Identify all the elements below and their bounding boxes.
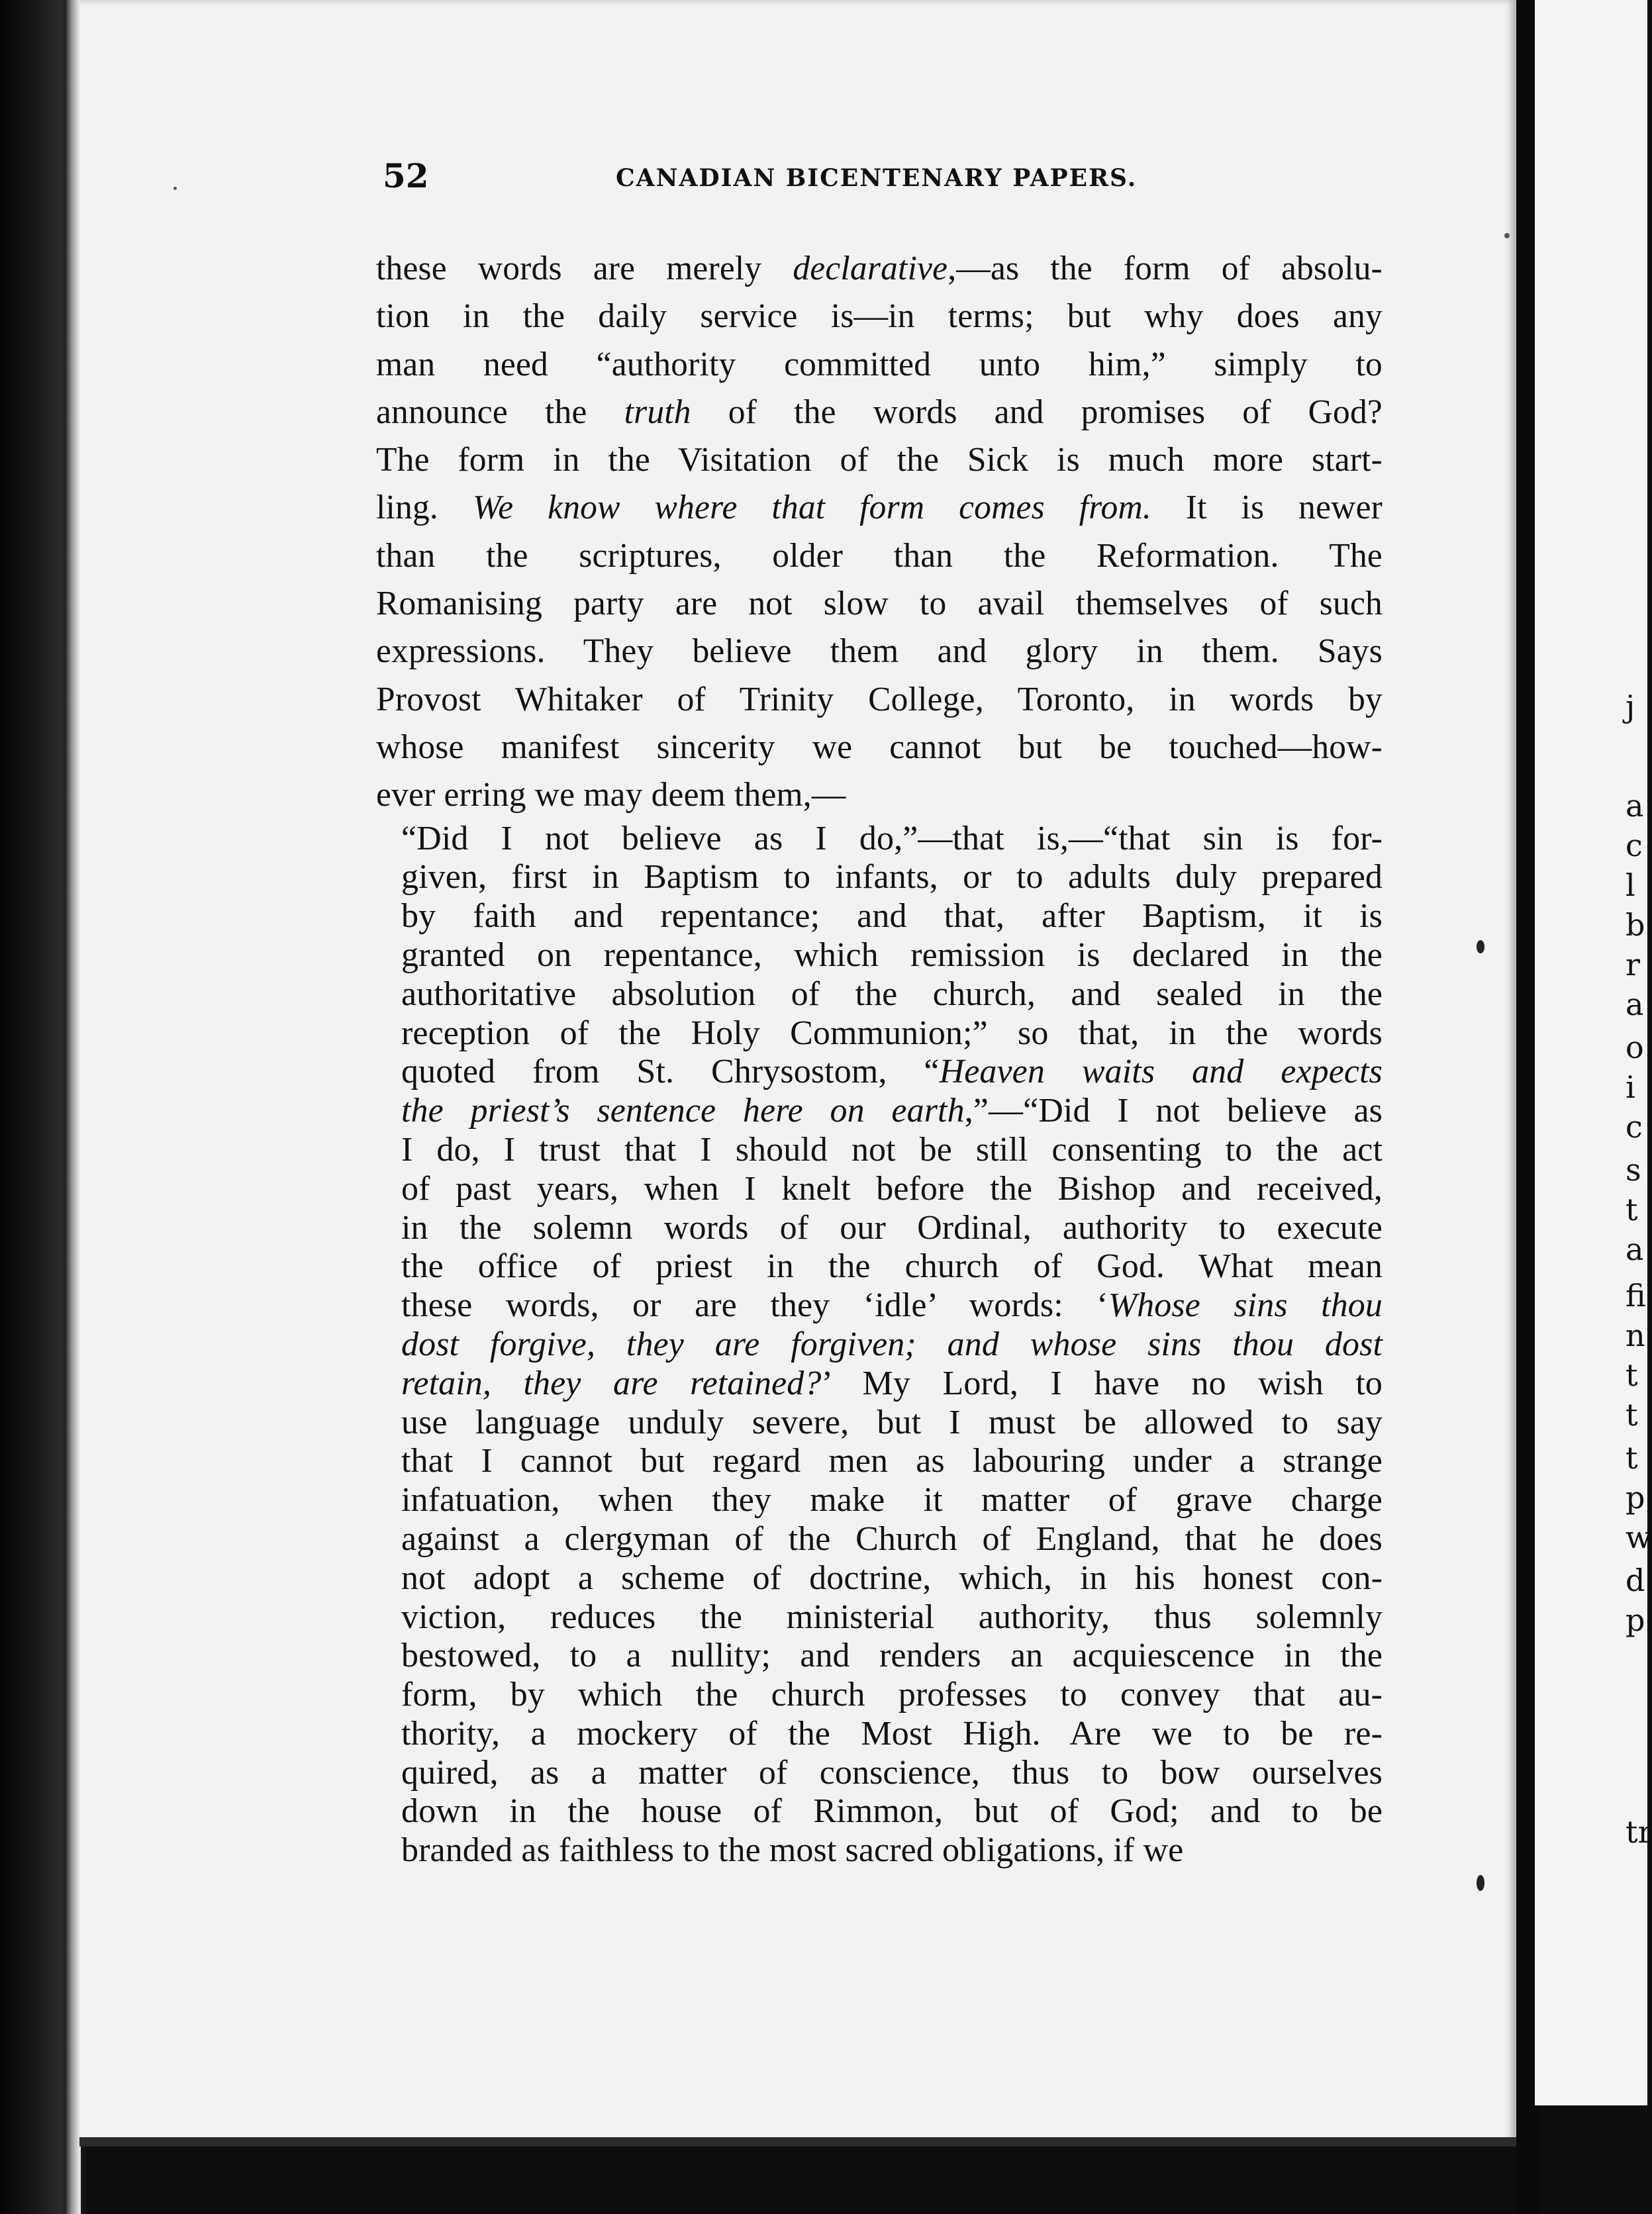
running-title: CANADIAN BICENTENARY PAPERS.	[616, 164, 1138, 192]
scan-speck	[1477, 940, 1484, 953]
text-line: announce the truth of the words and promises of God?	[376, 393, 1383, 431]
cropped-letter: n	[1626, 1318, 1645, 1353]
italic-text: the priest’s sentence here on earth	[401, 1092, 965, 1130]
text-line: down in the house of Rimmon, but of God; and to be	[401, 1792, 1383, 1831]
cropped-letter: t	[1626, 1192, 1638, 1227]
text-line: of past years, when I knelt before the Bishop and received,	[401, 1169, 1383, 1208]
italic-text: truth	[624, 393, 691, 431]
cropped-letter: o	[1626, 1030, 1644, 1065]
text-line: viction, reduces the ministerial authority, thus solemnly	[401, 1598, 1383, 1636]
text-line: use language unduly severe, but I must be allowed to say	[401, 1403, 1383, 1441]
scan-speck	[173, 187, 177, 190]
text-line: these words, or are they ‘idle’ words: ‘Whose sins thou	[401, 1286, 1383, 1325]
text-line: The form in the Visitation of the Sick is much more start-	[376, 441, 1383, 479]
text-line: quoted from St. Chrysostom, “Heaven waits and expects	[401, 1053, 1383, 1091]
italic-text: dost forgive, they are forgiven; and whose sins thou dost	[401, 1325, 1383, 1363]
text-line	[376, 1325, 1383, 1365]
text-line: branded as faithless to the most sacred obligations, if we	[401, 1831, 1184, 1870]
italic-text: We know where that form comes from.	[472, 489, 1151, 527]
italic-text: retain, they are retained?	[401, 1364, 822, 1402]
text-line: ling. We know where that form comes from. It is newer	[376, 489, 1383, 527]
text-line: Romanising party are not slow to avail themselves of such	[376, 585, 1383, 623]
cropped-letter: j	[1626, 689, 1635, 724]
text-line: authoritative absolution of the church, and sealed in the	[401, 975, 1383, 1013]
cropped-letter: a	[1626, 1231, 1644, 1267]
text-line: granted on repentance, which remission is declared in the	[401, 936, 1383, 974]
cropped-letter: tr	[1626, 1814, 1652, 1850]
text-line: against a clergyman of the Church of England, that he does	[401, 1519, 1383, 1558]
text-line: Provost Whitaker of Trinity College, Toronto, in words by	[376, 680, 1383, 718]
body-text	[376, 245, 1383, 1870]
cropped-letter: r	[1626, 947, 1640, 983]
text-line: given, first in Baptism to infants, or to adults duly prepared	[401, 858, 1383, 896]
cropped-letter: d	[1626, 1563, 1645, 1598]
scan-speck	[1477, 1875, 1484, 1891]
cropped-letter: c	[1626, 828, 1643, 863]
italic-text: Whose sins thou	[1108, 1286, 1383, 1325]
text-line: by faith and repentance; and that, after Baptism, it is	[401, 897, 1383, 936]
page-edge	[66, 0, 81, 2214]
text-line: infatuation, when they make it matter of grave charge	[401, 1481, 1383, 1519]
text-line: not adopt a scheme of doctrine, which, in his honest con-	[401, 1559, 1383, 1597]
text-line: these words are merely declarative,—as the form of absolu-	[376, 250, 1383, 287]
cropped-letter: a	[1626, 788, 1644, 824]
cropped-letter: i	[1626, 1069, 1635, 1105]
text-line: reception of the Holy Communion;” so that, in the words	[401, 1014, 1383, 1052]
page-number: 52	[383, 156, 429, 195]
quotation-paragraph	[376, 820, 1383, 1871]
cropped-letter: b	[1626, 907, 1645, 943]
page-bottom-edge	[79, 2137, 1516, 2146]
text-line: quired, as a matter of conscience, thus to bow ourselves	[401, 1753, 1383, 1792]
text-line: tion in the daily service is—in terms; but why does any	[376, 297, 1383, 336]
text-line: man need “authority committed unto him,” simply to	[376, 345, 1383, 383]
text-line: form, by which the church professes to convey that au-	[401, 1676, 1383, 1714]
text-line: “Did I not believe as I do,”—that is,—“that sin is for-	[401, 819, 1383, 857]
text-line: than the scriptures, older than the Reformation. The	[376, 536, 1383, 575]
cropped-letter: t	[1626, 1397, 1638, 1433]
cropped-letter: s	[1626, 1152, 1641, 1188]
text-line: expressions. They believe them and glory in them. Says	[376, 632, 1383, 671]
cropped-letter: l	[1626, 867, 1635, 903]
text-line: bestowed, to a nullity; and renders an acquiescence in the	[401, 1637, 1383, 1675]
cropped-letter: p	[1626, 1480, 1645, 1516]
text-line: whose manifest sincerity we cannot but be touched—how-	[376, 728, 1383, 766]
cropped-letter: c	[1626, 1109, 1643, 1145]
cropped-letter: t	[1626, 1440, 1638, 1476]
cropped-letter: w	[1626, 1519, 1652, 1555]
cropped-letter: t	[1626, 1357, 1638, 1393]
cropped-letter: a	[1626, 987, 1644, 1022]
text-line: ever erring we may deem them,—	[376, 776, 846, 814]
text-line: the priest’s sentence here on earth,”—“Did I not believe as	[401, 1092, 1383, 1130]
text-line: I do, I trust that I should not be still consenting to the act	[401, 1130, 1383, 1169]
text-line: the office of priest in the church of God. What mean	[401, 1247, 1383, 1286]
italic-text: declarative	[793, 250, 948, 287]
scan-speck	[1504, 233, 1510, 238]
cropped-letter: fi	[1626, 1278, 1646, 1314]
paragraph	[376, 245, 1383, 820]
text-line: thority, a mockery of the Most High. Are we to be re-	[401, 1714, 1383, 1753]
italic-text: Heaven waits and expects	[939, 1053, 1383, 1091]
text-line: in the solemn words of our Ordinal, authority to execute	[401, 1208, 1383, 1247]
text-line: that I cannot but regard men as labouring under a strange	[401, 1442, 1383, 1480]
text-line: retain, they are retained?’ My Lord, I have no wish to	[401, 1364, 1383, 1402]
cropped-letter: p	[1626, 1602, 1645, 1638]
